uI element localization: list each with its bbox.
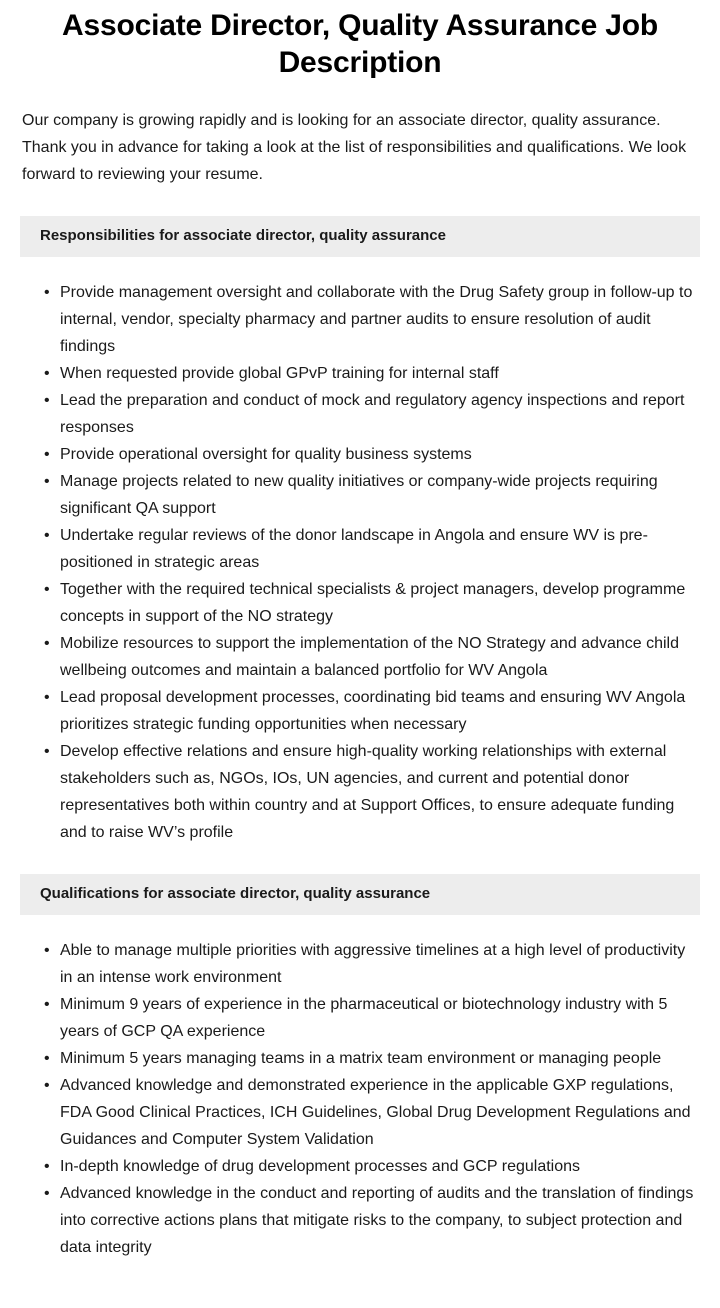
qualifications-list [0,915,720,1287]
list-item-text: Manage projects related to new quality initiatives or company-wide projects requiring significant QA support [60,473,658,518]
list-item-text: Provide operational oversight for quality business systems [60,446,472,464]
list-item-text: Minimum 5 years managing teams in a matrix team environment or managing people [60,1050,662,1068]
section-header-qualifications: Qualifications for associate director, quality assurance [20,874,700,915]
list-item [20,1045,700,1072]
intro-paragraph: Our company is growing rapidly and is looking for an associate director, quality assurance. Thank you in advance for taking a look at the list of responsibilities and qualifications. We look forward to reviewing your resume. [22,112,687,184]
bullet-icon: • [44,1077,50,1095]
list-item [20,684,700,738]
bullet-icon: • [44,527,50,545]
responsibilities-list [0,257,720,846]
page-title: Associate Director, Quality Assurance Job Description [62,9,658,79]
bullet-icon: • [44,996,50,1014]
bullet-icon: • [44,473,50,491]
list-item [20,991,700,1045]
list-item [20,279,700,360]
bullet-icon: • [44,284,50,302]
section-responsibilities [0,216,720,846]
bullet-icon: • [44,365,50,383]
list-item-text: Provide management oversight and collaborate with the Drug Safety group in follow-up to internal, vendor, specialty pharmacy and partner audits to ensure resolution of audit findings [60,284,693,356]
list-item-text: Lead proposal development processes, coordinating bid teams and ensuring WV Angola prioritizes strategic funding opportunities when necessary [60,689,686,734]
list-item-text: Together with the required technical specialists & project managers, develop programme concepts in support of the NO strategy [60,581,686,626]
list-item-text: When requested provide global GPvP training for internal staff [60,365,499,383]
list-item [20,1153,700,1180]
list-item-text: Able to manage multiple priorities with aggressive timelines at a high level of productivity in an intense work environment [60,942,686,987]
list-item [20,576,700,630]
list-item [20,1180,700,1261]
bullet-icon: • [44,446,50,464]
list-item-text: Advanced knowledge in the conduct and reporting of audits and the translation of findings into corrective actions plans that mitigate risks to the company, to subject protection and data integrity [60,1185,694,1257]
bullet-icon: • [44,689,50,707]
list-item-text: Minimum 9 years of experience in the pharmaceutical or biotechnology industry with 5 years of GCP QA experience [60,996,668,1041]
list-item [20,360,700,387]
list-item-text: Mobilize resources to support the implementation of the NO Strategy and advance child wellbeing outcomes and maintain a balanced portfolio for WV Angola [60,635,679,680]
section-header-responsibilities: Responsibilities for associate director, quality assurance [20,216,700,257]
bullet-icon: • [44,1185,50,1203]
list-item [20,738,700,846]
bullet-icon: • [44,743,50,761]
section-qualifications [0,874,720,1287]
bullet-icon: • [44,392,50,410]
list-item-text: In-depth knowledge of drug development processes and GCP regulations [60,1158,581,1176]
list-item-text: Advanced knowledge and demonstrated experience in the applicable GXP regulations, FDA Good Clinical Practices, ICH Guidelines, Global Drug Development Regulations and Guidances and Computer System Validation [60,1077,691,1149]
list-item-text: Undertake regular reviews of the donor landscape in Angola and ensure WV is pre-positioned in strategic areas [60,527,648,572]
bullet-icon: • [44,1050,50,1068]
list-item-text: Develop effective relations and ensure high-quality working relationships with external stakeholders such as, NGOs, IOs, UN agencies, and current and potential donor representatives both within country and at Support Offices, to ensure adequate funding and to raise WV’s profile [60,743,675,842]
bullet-icon: • [44,635,50,653]
bullet-icon: • [44,1158,50,1176]
list-item [20,387,700,441]
list-item [20,1072,700,1153]
bullet-icon: • [44,942,50,960]
bullet-icon: • [44,581,50,599]
list-item [20,937,700,991]
list-item [20,630,700,684]
list-item [20,522,700,576]
list-item [20,468,700,522]
list-item-text: Lead the preparation and conduct of mock and regulatory agency inspections and report responses [60,392,685,437]
list-item [20,441,700,468]
